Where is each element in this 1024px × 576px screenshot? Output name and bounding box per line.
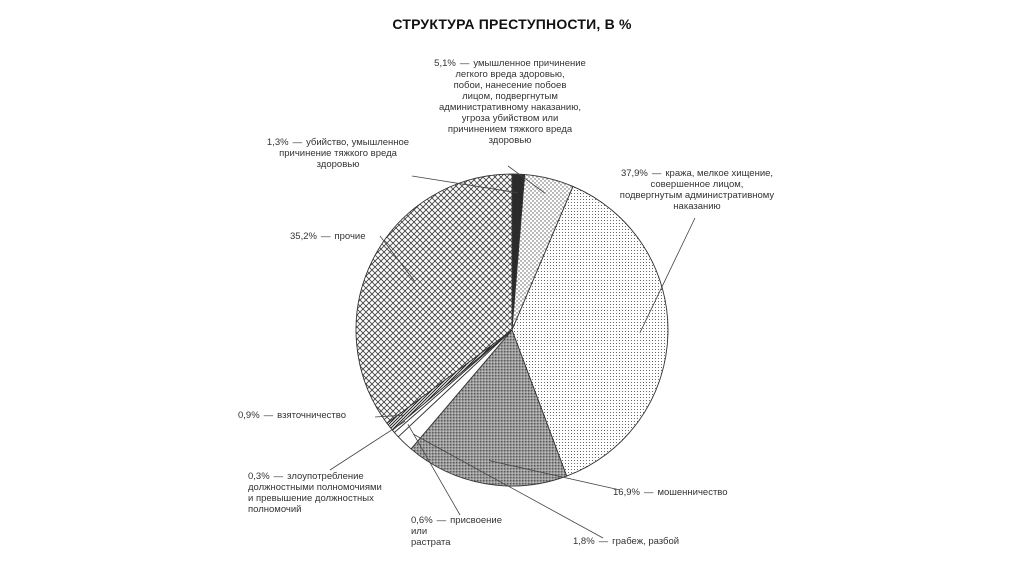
- slice-label-line: лицом, подвергнутым: [462, 91, 558, 102]
- slice-label-8: [290, 231, 380, 242]
- slice-label-line: полномочий: [248, 504, 302, 515]
- leader-line-6: [330, 421, 405, 470]
- slice-label-line: присвоение или: [411, 515, 502, 537]
- label-dash: —: [263, 410, 274, 421]
- slice-label-2: [612, 168, 782, 212]
- slice-label-line: совершенное лицом,: [650, 179, 744, 190]
- slice-label-line: и превышение должностных: [248, 493, 374, 504]
- chart-title: СТРУКТУРА ПРЕСТУПНОСТИ, В %: [392, 16, 632, 32]
- slice-value: 0,6%: [411, 515, 433, 526]
- label-dash: —: [436, 515, 447, 526]
- slice-label-0: [258, 137, 418, 170]
- slice-label-line: подвергнутым административному: [619, 190, 775, 201]
- label-dash: —: [651, 168, 662, 179]
- slice-label-line: прочие: [334, 231, 366, 242]
- slice-label-line: злоупотребление: [287, 471, 364, 482]
- slice-value: 0,9%: [238, 410, 260, 421]
- slice-label-line: легкого вреда здоровью,: [455, 69, 565, 80]
- slice-label-line: здоровью: [316, 159, 360, 170]
- slice-label-line: здоровью: [488, 135, 532, 146]
- slice-label-line: наказанию: [673, 201, 721, 212]
- label-dash: —: [598, 536, 609, 547]
- slice-label-line: причинение тяжкого вреда: [279, 148, 397, 159]
- label-dash: —: [292, 137, 303, 148]
- slice-label-1: [410, 58, 610, 146]
- slice-label-line: растрата: [411, 537, 451, 548]
- slice-label-line: угроза убийством или: [461, 113, 559, 124]
- label-dash: —: [273, 471, 284, 482]
- slice-value: 37,9%: [620, 168, 648, 179]
- slice-value: 0,3%: [248, 471, 270, 482]
- slice-value: 16,9%: [613, 487, 640, 498]
- slice-value: 1,8%: [573, 536, 595, 547]
- slice-label-3: [613, 487, 743, 498]
- slice-label-line: административному наказанию,: [439, 102, 581, 113]
- label-dash: —: [643, 487, 654, 498]
- label-dash: —: [320, 231, 331, 242]
- slice-value: 1,3%: [266, 137, 289, 148]
- slice-label-line: убийство, умышленное: [306, 137, 410, 148]
- slice-label-7: [238, 410, 378, 421]
- slice-label-5: [411, 515, 511, 548]
- slice-label-line: мошенничество: [657, 487, 728, 498]
- slice-label-line: должностными полномочиями: [248, 482, 382, 493]
- slice-value: 35,2%: [290, 231, 317, 242]
- slice-label-line: взяточничество: [277, 410, 346, 421]
- slice-value: 5,1%: [434, 58, 456, 69]
- label-dash: —: [459, 58, 470, 69]
- slice-label-line: побои, нанесение побоев: [453, 80, 567, 91]
- slice-label-line: причинением тяжкого вреда: [447, 124, 573, 135]
- slice-label-6: [248, 471, 410, 515]
- slice-label-line: кража, мелкое хищение,: [665, 168, 774, 179]
- slice-label-4: [573, 536, 693, 547]
- slice-label-line: грабеж, разбой: [612, 536, 680, 547]
- slice-label-line: умышленное причинение: [473, 58, 586, 69]
